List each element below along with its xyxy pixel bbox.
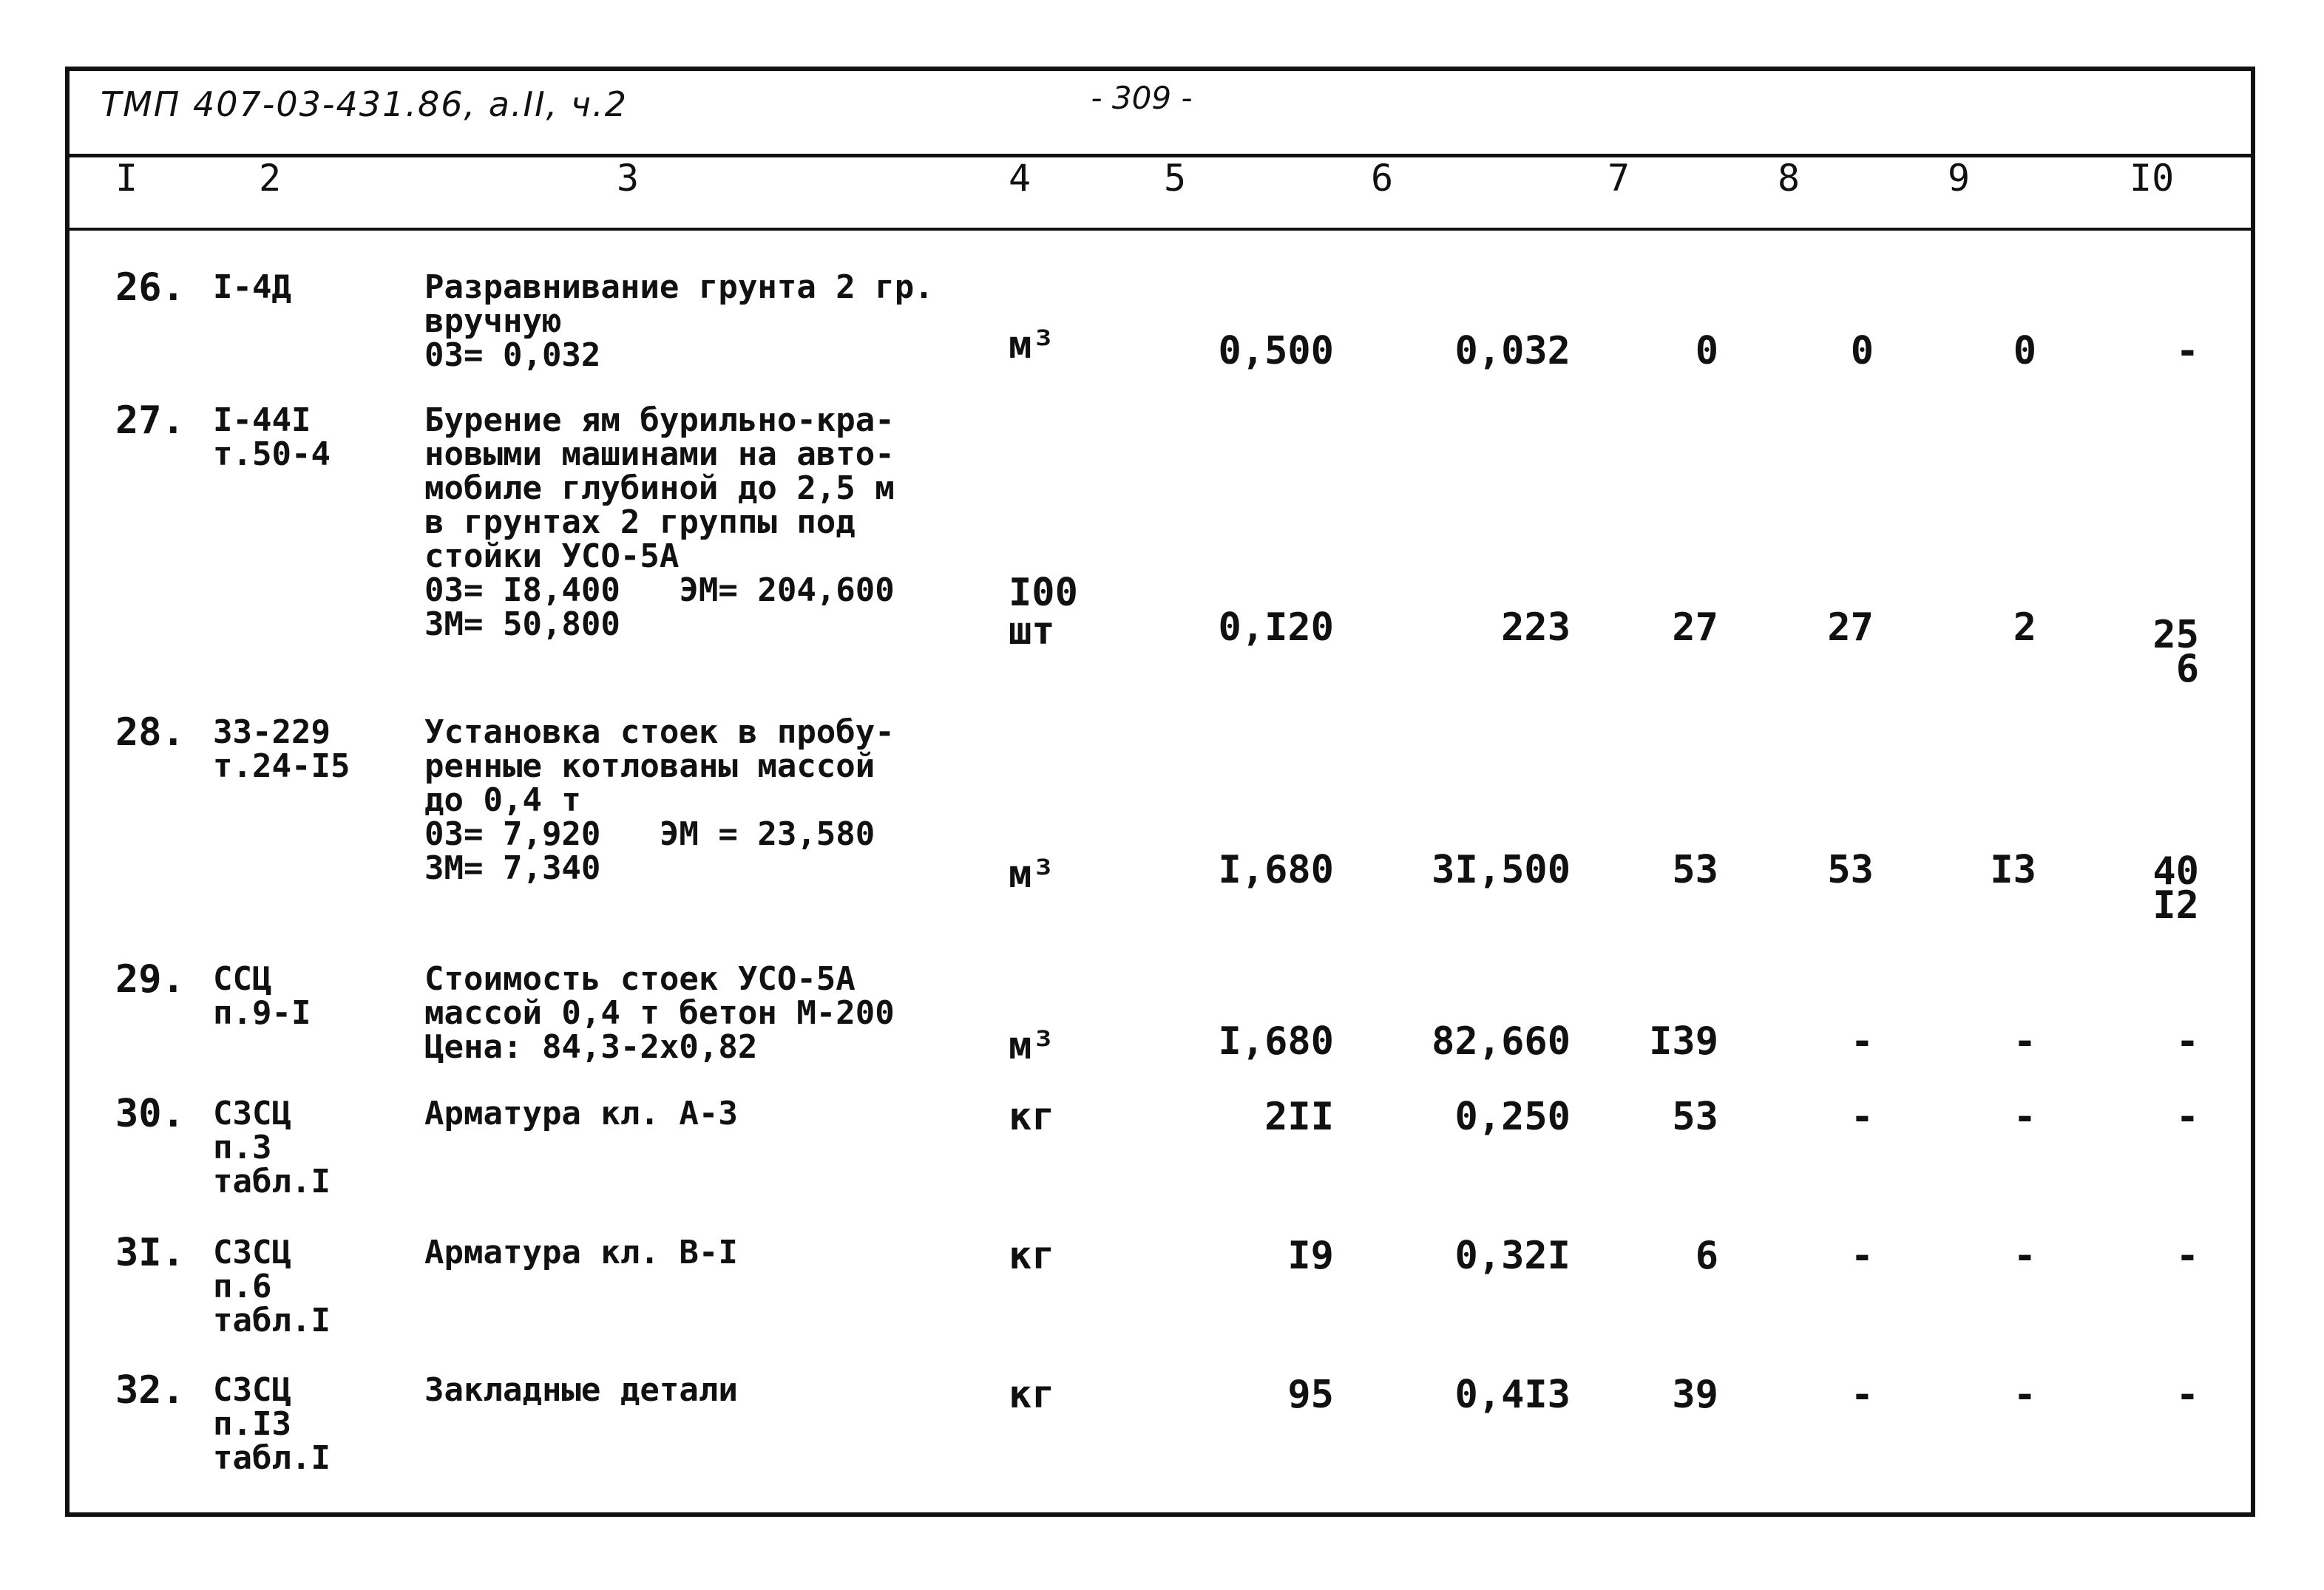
work-description: Закладные детали (424, 1371, 738, 1409)
quantity: 0,I20 (1218, 605, 1334, 650)
unit: кг (1009, 1234, 1055, 1278)
column-10-value: 40 I2 (2152, 849, 2199, 928)
unit-price: 0,032 (1454, 329, 1571, 373)
header-divider (70, 154, 2251, 157)
norm-code: СЗСЦ п.3 табл.I (213, 1095, 331, 1200)
norm-code: СЗСЦ п.6 табл.I (213, 1234, 331, 1339)
column-9-value: - (2013, 1234, 2036, 1278)
column-10-value: - (2175, 1095, 2199, 1139)
norm-code: I-44I т.50-4 (213, 401, 331, 473)
column-7-value: I39 (1649, 1019, 1718, 1064)
quantity: 2II (1264, 1095, 1334, 1139)
row-number: 29. (115, 957, 185, 1002)
unit: м³ (1009, 852, 1055, 897)
column-8-value: 53 (1827, 848, 1874, 892)
norm-code: 33-229 т.24-I5 (213, 713, 350, 785)
quantity: 0,500 (1218, 329, 1334, 373)
column-7-value: 39 (1672, 1373, 1718, 1417)
norm-code: ССЦ п.9-I (213, 960, 311, 1032)
row-number: 32. (115, 1368, 185, 1413)
column-7-value: 53 (1672, 1095, 1718, 1139)
quantity: I9 (1287, 1234, 1334, 1278)
quantity: I,680 (1218, 1019, 1334, 1064)
column-10-value: - (2175, 329, 2199, 373)
column-9-value: - (2013, 1019, 2036, 1064)
row-number: 28. (115, 710, 185, 755)
column-header-4: 4 (1009, 157, 1031, 200)
column-9-value: 0 (2013, 329, 2036, 373)
column-8-value: - (1850, 1095, 1874, 1139)
row-number: 27. (115, 398, 185, 443)
column-9-value: - (2013, 1373, 2036, 1417)
work-description: Разравнивание грунта 2 гр. вручную 03= 0,032 (424, 268, 934, 374)
work-description: Арматура кл. В-I (424, 1234, 738, 1271)
column-7-value: 27 (1672, 605, 1718, 650)
norm-code: СЗСЦ п.I3 табл.I (213, 1371, 331, 1477)
unit: м³ (1009, 1024, 1055, 1068)
document-code: ТМП 407-03-431.86, а.II, ч.2 (101, 84, 628, 124)
unit: I00 шт (1009, 571, 1078, 653)
row-number: 26. (115, 265, 185, 310)
work-description: Арматура кл. А-3 (424, 1095, 738, 1132)
column-10-value: 25 6 (2152, 613, 2199, 691)
row-number: 3I. (115, 1231, 185, 1275)
row-number: 30. (115, 1092, 185, 1136)
work-description: Стоимость стоек УСО-5А массой 0,4 т бетон М-200 Цена: 84,3-2х0,82 (424, 960, 895, 1066)
column-header-divider (70, 228, 2251, 231)
column-header-3: 3 (617, 157, 640, 200)
quantity: I,680 (1218, 848, 1334, 892)
unit-price: 223 (1501, 605, 1571, 650)
column-7-value: 0 (1695, 329, 1718, 373)
column-header-2: 2 (259, 157, 282, 200)
column-7-value: 53 (1672, 848, 1718, 892)
column-8-value: - (1850, 1373, 1874, 1417)
unit: м³ (1009, 323, 1055, 367)
column-8-value: 27 (1827, 605, 1874, 650)
unit-price: 0,250 (1454, 1095, 1571, 1139)
unit-price: 3I,500 (1432, 848, 1571, 892)
work-description: Бурение ям бурильно-кра- новыми машинами на авто- мобиле глубиной до 2,5 м в грунтах 2 группы под стойки УСО-5А 03= I8,400 ЭМ= 204,600 ЗМ= 50,800 (424, 401, 895, 643)
column-header-8: 8 (1778, 157, 1800, 200)
column-9-value: I3 (1990, 848, 2036, 892)
column-header-7: 7 (1608, 157, 1630, 200)
column-9-value: - (2013, 1095, 2036, 1139)
column-header-10: I0 (2130, 157, 2175, 200)
column-7-value: 6 (1695, 1234, 1718, 1278)
unit-price: 0,32I (1454, 1234, 1571, 1278)
column-header-6: 6 (1371, 157, 1394, 200)
column-8-value: 0 (1850, 329, 1874, 373)
unit: кг (1009, 1373, 1055, 1417)
unit-price: 0,4I3 (1454, 1373, 1571, 1417)
column-9-value: 2 (2013, 605, 2036, 650)
column-header-5: 5 (1164, 157, 1187, 200)
document-frame (65, 67, 2255, 1517)
unit: кг (1009, 1095, 1055, 1139)
column-8-value: - (1850, 1234, 1874, 1278)
page-number: - 309 - (1091, 80, 1193, 116)
norm-code: I-4Д (213, 268, 291, 306)
column-8-value: - (1850, 1019, 1874, 1064)
work-description: Установка стоек в пробу- ренные котлованы массой до 0,4 т 03= 7,920 ЭМ = 23,580 ЗМ= 7,340 (424, 713, 895, 887)
unit-price: 82,660 (1432, 1019, 1571, 1064)
column-10-value: - (2175, 1234, 2199, 1278)
column-10-value: - (2175, 1373, 2199, 1417)
column-10-value: - (2175, 1019, 2199, 1064)
column-header-1: I (115, 157, 138, 200)
quantity: 95 (1287, 1373, 1334, 1417)
column-header-9: 9 (1948, 157, 1971, 200)
